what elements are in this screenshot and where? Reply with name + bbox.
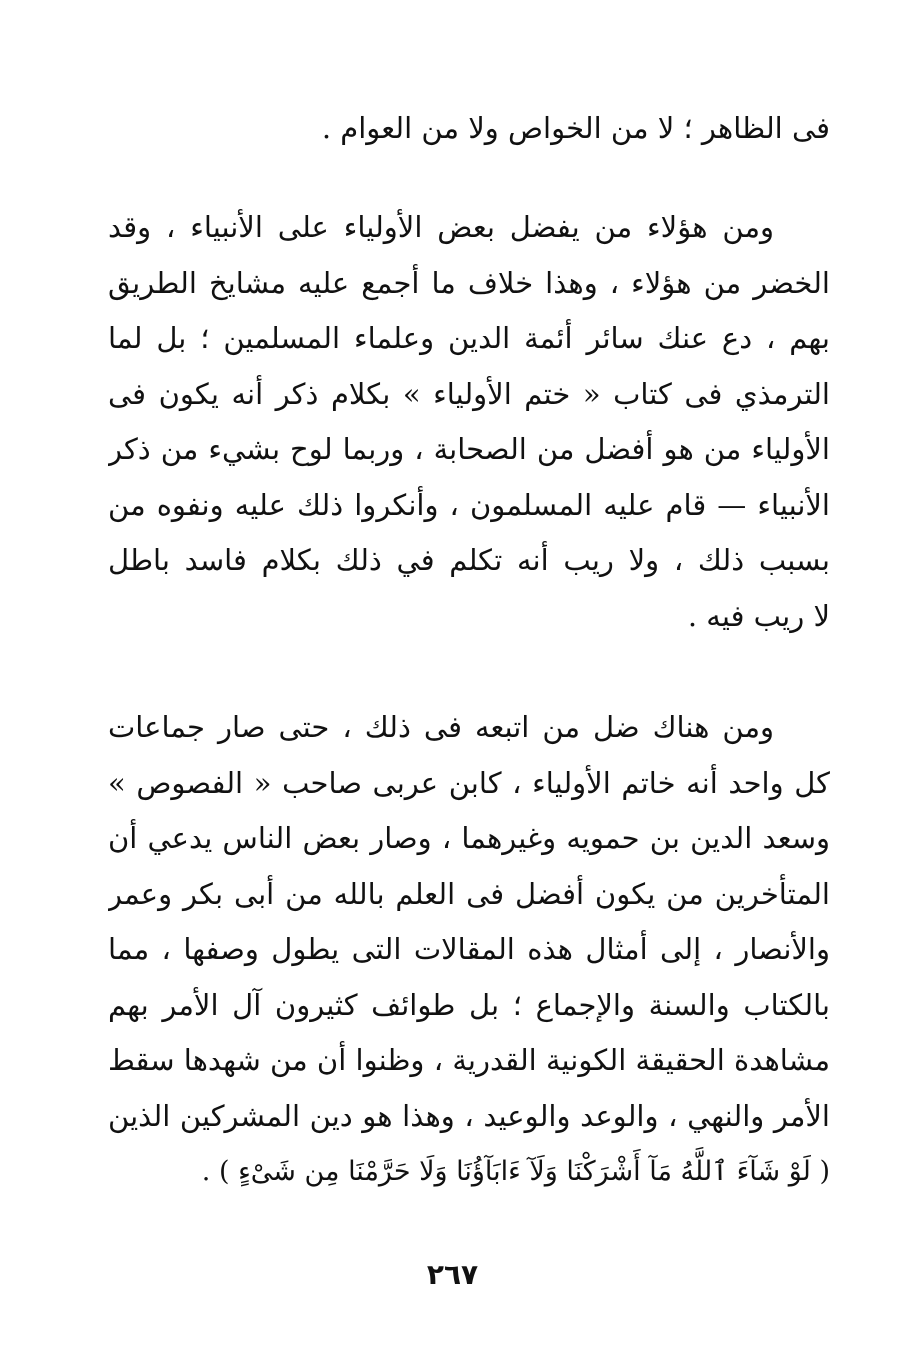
paragraph-1-line: لا ريب فيه . xyxy=(687,598,830,633)
top-line: فى الظاهر ؛ لا من الخواص ولا من العوام . xyxy=(321,111,830,145)
paragraph-2-line: ومن هناك ضل من اتبعه فى ذلك ، حتى صار جماعات xyxy=(108,710,774,744)
paragraph-2-line: المتأخرين من يكون أفضل فى العلم بالله من أبى بكر وعمر xyxy=(108,876,830,911)
page-number: ٢٦٧ xyxy=(426,1258,479,1291)
paragraph-1-line: الترمذي فى كتاب « ختم الأولياء » بكلام ذكر أنه يكون فى xyxy=(108,376,830,411)
paragraph-1-line: الأنبياء — قام عليه المسلمون ، وأنكروا ذلك عليه ونفوه من xyxy=(108,487,830,522)
paragraph-1-line: الخضر من هؤلاء ، وهذا خلاف ما أجمع عليه مشايخ الطريق xyxy=(108,265,830,300)
paragraph-1-line: بسبب ذلك ، ولا ريب أنه تكلم في ذلك بكلام فاسد باطل xyxy=(108,543,830,577)
paragraph-2 xyxy=(108,700,830,1200)
paragraph-2-line: الأمر والنهي ، والوعد والوعيد ، وهذا هو دين المشركين الذين xyxy=(108,1098,830,1133)
paragraph-2-line: مشاهدة الحقيقة الكونية القدرية ، وظنوا أن من شهدها سقط xyxy=(108,1043,830,1077)
paragraph-1 xyxy=(108,200,830,644)
paragraph-1-line: ومن هؤلاء من يفضل بعض الأولياء على الأنبياء ، وقد xyxy=(108,210,774,244)
paragraph-1-line: الأولياء من هو أفضل من الصحابة ، وربما لوح بشيء من ذكر xyxy=(108,432,830,466)
paragraph-1-line: بهم ، دع عنك سائر أئمة الدين وعلماء المسلمين ؛ بل لما xyxy=(108,321,830,355)
paragraph-2-line: كل واحد أنه خاتم الأولياء ، كابن عربى صاحب « الفصوص » xyxy=(108,765,830,800)
paragraph-2-line: والأنصار ، إلى أمثال هذه المقالات التى يطول وصفها ، مما xyxy=(108,932,830,966)
paragraph-2-line: وسعد الدين بن حمويه وغيرهما ، وصار بعض الناس يدعي أن xyxy=(108,821,830,855)
paragraph-2-line: بالكتاب والسنة والإجماع ؛ بل طوائف كثيرون آل الأمر بهم xyxy=(108,987,830,1022)
top-line-block xyxy=(108,101,830,157)
quran-verse-line: ( لَوْ شَآءَ ٱللَّهُ مَآ أَشْرَكْنَا وَلَآ ءَابَآؤُنَا وَلَا حَرَّمْنَا مِن شَىْءٍ ) . xyxy=(201,1156,830,1187)
